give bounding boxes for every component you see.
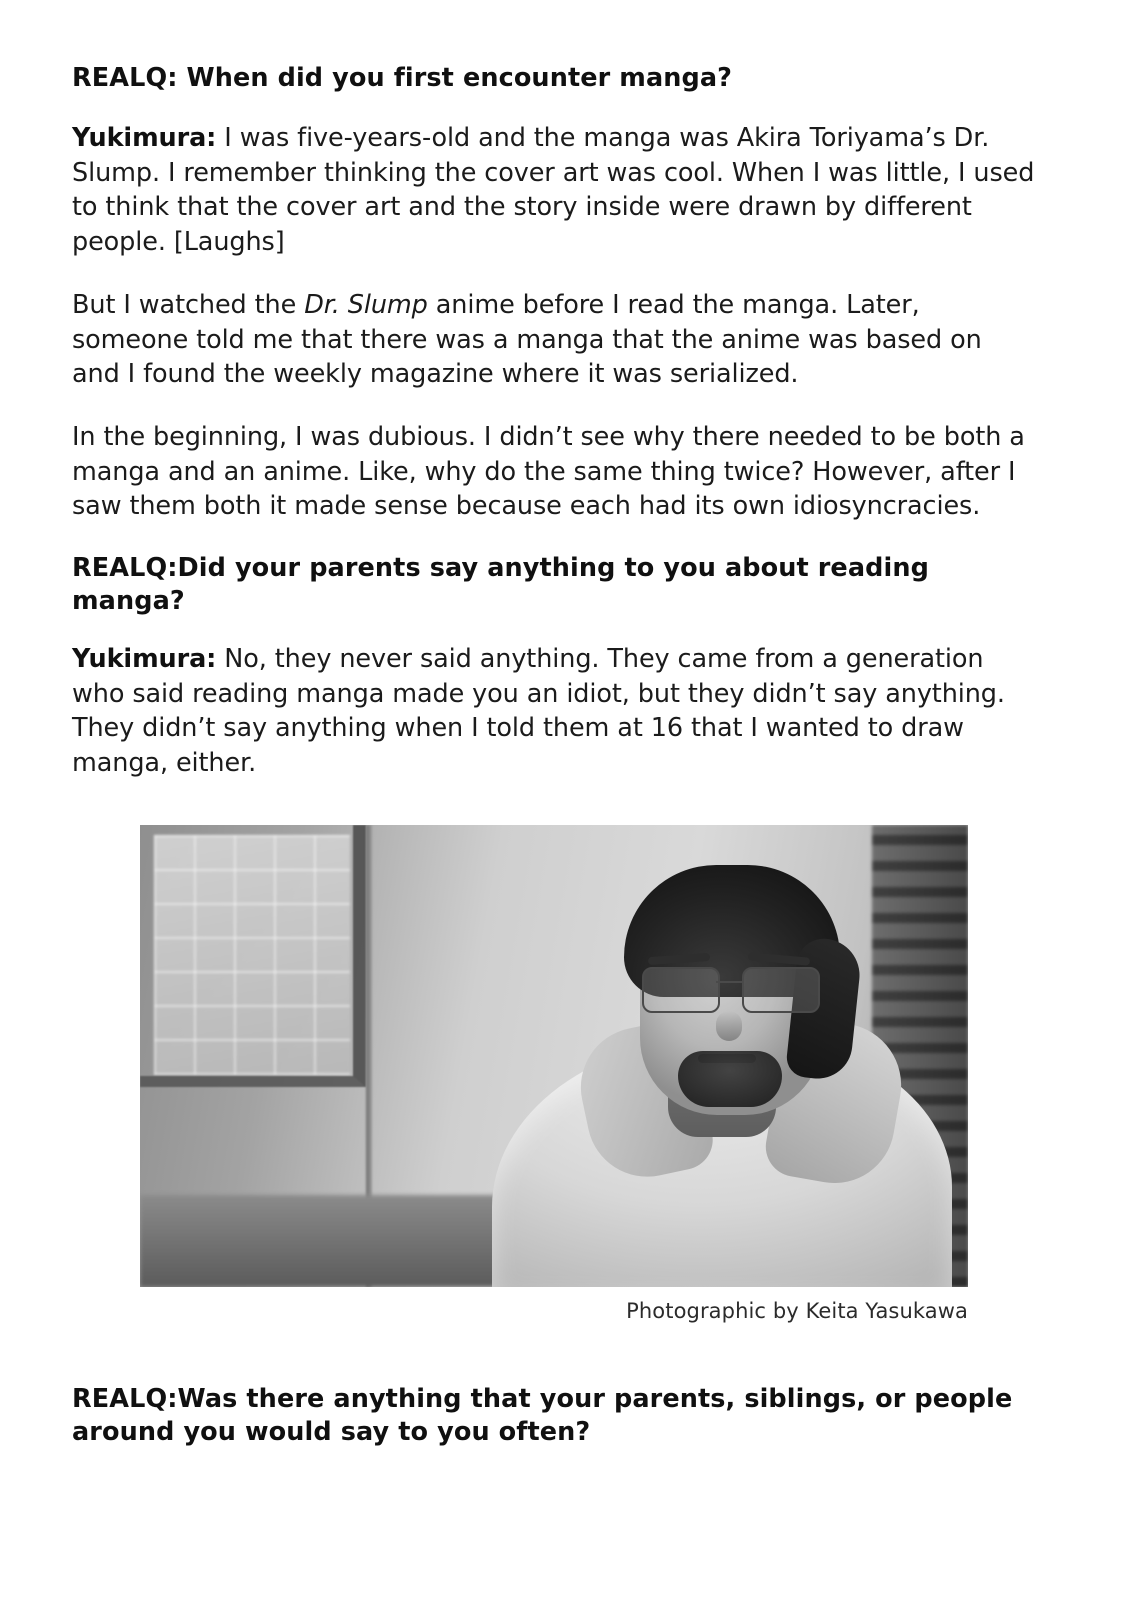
- lens-left: [642, 967, 720, 1013]
- lens-right: [742, 967, 820, 1013]
- portrait-photo: [140, 825, 968, 1287]
- nose: [716, 1011, 742, 1041]
- portrait-subject: [492, 867, 952, 1287]
- glasses-icon: [638, 967, 828, 1011]
- answer-2-text: No, they never said anything. They came from a generation who said reading manga made you an idiot, but they didn’t say anything. They didn’t say anything when I told them at 16 that I wanted to draw manga, either.: [72, 644, 1005, 779]
- paragraph-2: [72, 288, 1037, 392]
- paragraph-2-after: anime before I read the manga. Later, someone told me that there was a manga that the anime was based on and I found the weekly magazine where it was serialized.: [72, 289, 982, 390]
- figure-portrait: [140, 825, 968, 1323]
- work-title-dr-slump: Dr. Slump: [304, 289, 428, 320]
- speaker-label-2: Yukimura:: [72, 644, 217, 675]
- answer-1: [72, 121, 1037, 260]
- answer-2: [72, 642, 1037, 781]
- floor-shadow: [140, 1195, 520, 1287]
- photo-credit: Photographic by Keita Yasukawa: [626, 1298, 968, 1323]
- paragraph-2-before: But I watched the: [72, 289, 305, 320]
- question-1: REALQ: When did you first encounter manga?: [72, 63, 733, 93]
- question-3: REALQ:Was there anything that your parents, siblings, or people around you would say to you often?: [72, 1383, 1013, 1447]
- paragraph-3: In the beginning, I was dubious. I didn’t see why there needed to be both a manga and an anime. Like, why do the same thing twice? However, after I saw them both it made sense because each had its own idiosyncracies.: [72, 421, 1025, 522]
- question-2: REALQ:Did your parents say anything to you about reading manga?: [72, 552, 929, 616]
- shoji-frame: [140, 825, 366, 1087]
- beard: [678, 1051, 782, 1107]
- speaker-label-1: Yukimura:: [72, 123, 217, 154]
- answer-1-text: I was five-years-old and the manga was Akira Toriyama’s Dr. Slump. I remember thinking the cover art was cool. When I was little, I used to think that the cover art and the story inside were drawn by different people. [Laughs]: [72, 123, 1035, 258]
- glasses-bridge: [716, 981, 742, 984]
